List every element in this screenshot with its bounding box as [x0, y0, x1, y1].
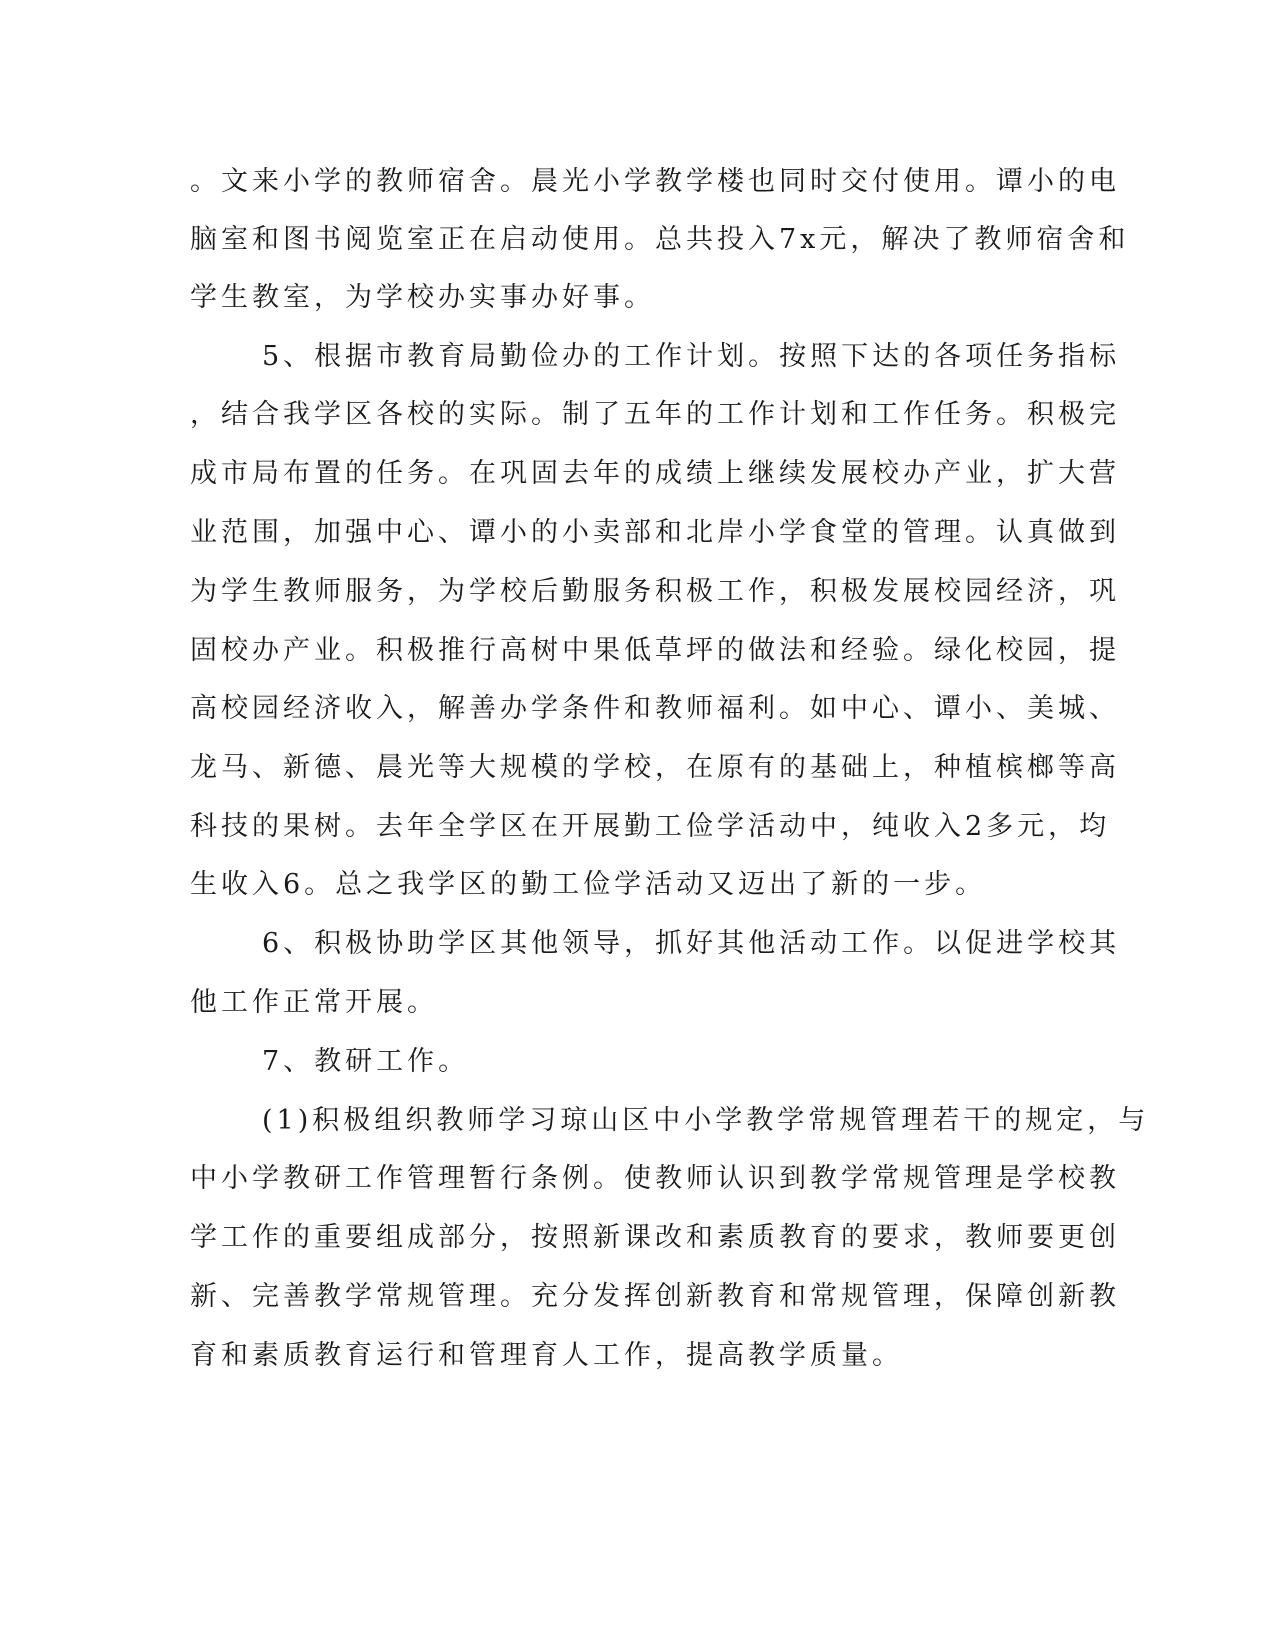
text-line: 为学生教师服务，为学校后勤服务积极工作，积极发展校园经济，巩 — [190, 576, 1120, 607]
text-line: 脑室和图书阅览室正在启动使用。总共投入7x元，解决了教师宿舍和 — [190, 224, 1130, 255]
text-line: 科技的果树。去年全学区在开展勤工俭学活动中，纯收入2多元，均 — [190, 811, 1111, 842]
text-line: 生收入6。总之我学区的勤工俭学活动又迈出了新的一步。 — [190, 869, 987, 900]
text-line: 学工作的重要组成部分，按照新课改和素质教育的要求，教师要更创 — [190, 1222, 1120, 1253]
paragraph-5-start: 5、根据市教育局勤俭办的工作计划。按照下达的各项任务指标 — [262, 341, 1121, 372]
text-line: 他工作正常开展。 — [190, 987, 438, 1018]
text-line: 中小学教研工作管理暂行条例。使教师认识到教学常规管理是学校教 — [190, 1163, 1120, 1194]
text-line: 新、完善教学常规管理。充分发挥创新教育和常规管理，保障创新教 — [190, 1281, 1120, 1312]
text-line: 育和素质教育运行和管理育人工作，提高教学质量。 — [190, 1340, 903, 1371]
text-line: 成市局布置的任务。在巩固去年的成绩上继续发展校办产业，扩大营 — [190, 458, 1120, 489]
paragraph-7-1-start: (1)积极组织教师学习琼山区中小学教学常规管理若干的规定，与 — [262, 1105, 1150, 1136]
text-line: 高校园经济收入，解善办学条件和教师福利。如中心、谭小、美城、 — [190, 693, 1120, 724]
text-line: 龙马、新德、晨光等大规模的学校，在原有的基础上，种植槟榔等高 — [190, 752, 1120, 783]
text-line: 固校办产业。积极推行高树中果低草坪的做法和经验。绿化校园，提 — [190, 635, 1120, 666]
paragraph-7-heading: 7、教研工作。 — [262, 1046, 470, 1077]
paragraph-6-start: 6、积极协助学区其他领导，抓好其他活动工作。以促进学校其 — [262, 928, 1121, 959]
text-line: 。文来小学的教师宿舍。晨光小学教学楼也同时交付使用。谭小的电 — [190, 166, 1120, 197]
text-line: 学生教室，为学校办实事办好事。 — [190, 282, 655, 313]
text-line: 业范围，加强中心、谭小的小卖部和北岸小学食堂的管理。认真做到 — [190, 517, 1120, 548]
text-line: ，结合我学区各校的实际。制了五年的工作计划和工作任务。积极完 — [190, 399, 1120, 430]
